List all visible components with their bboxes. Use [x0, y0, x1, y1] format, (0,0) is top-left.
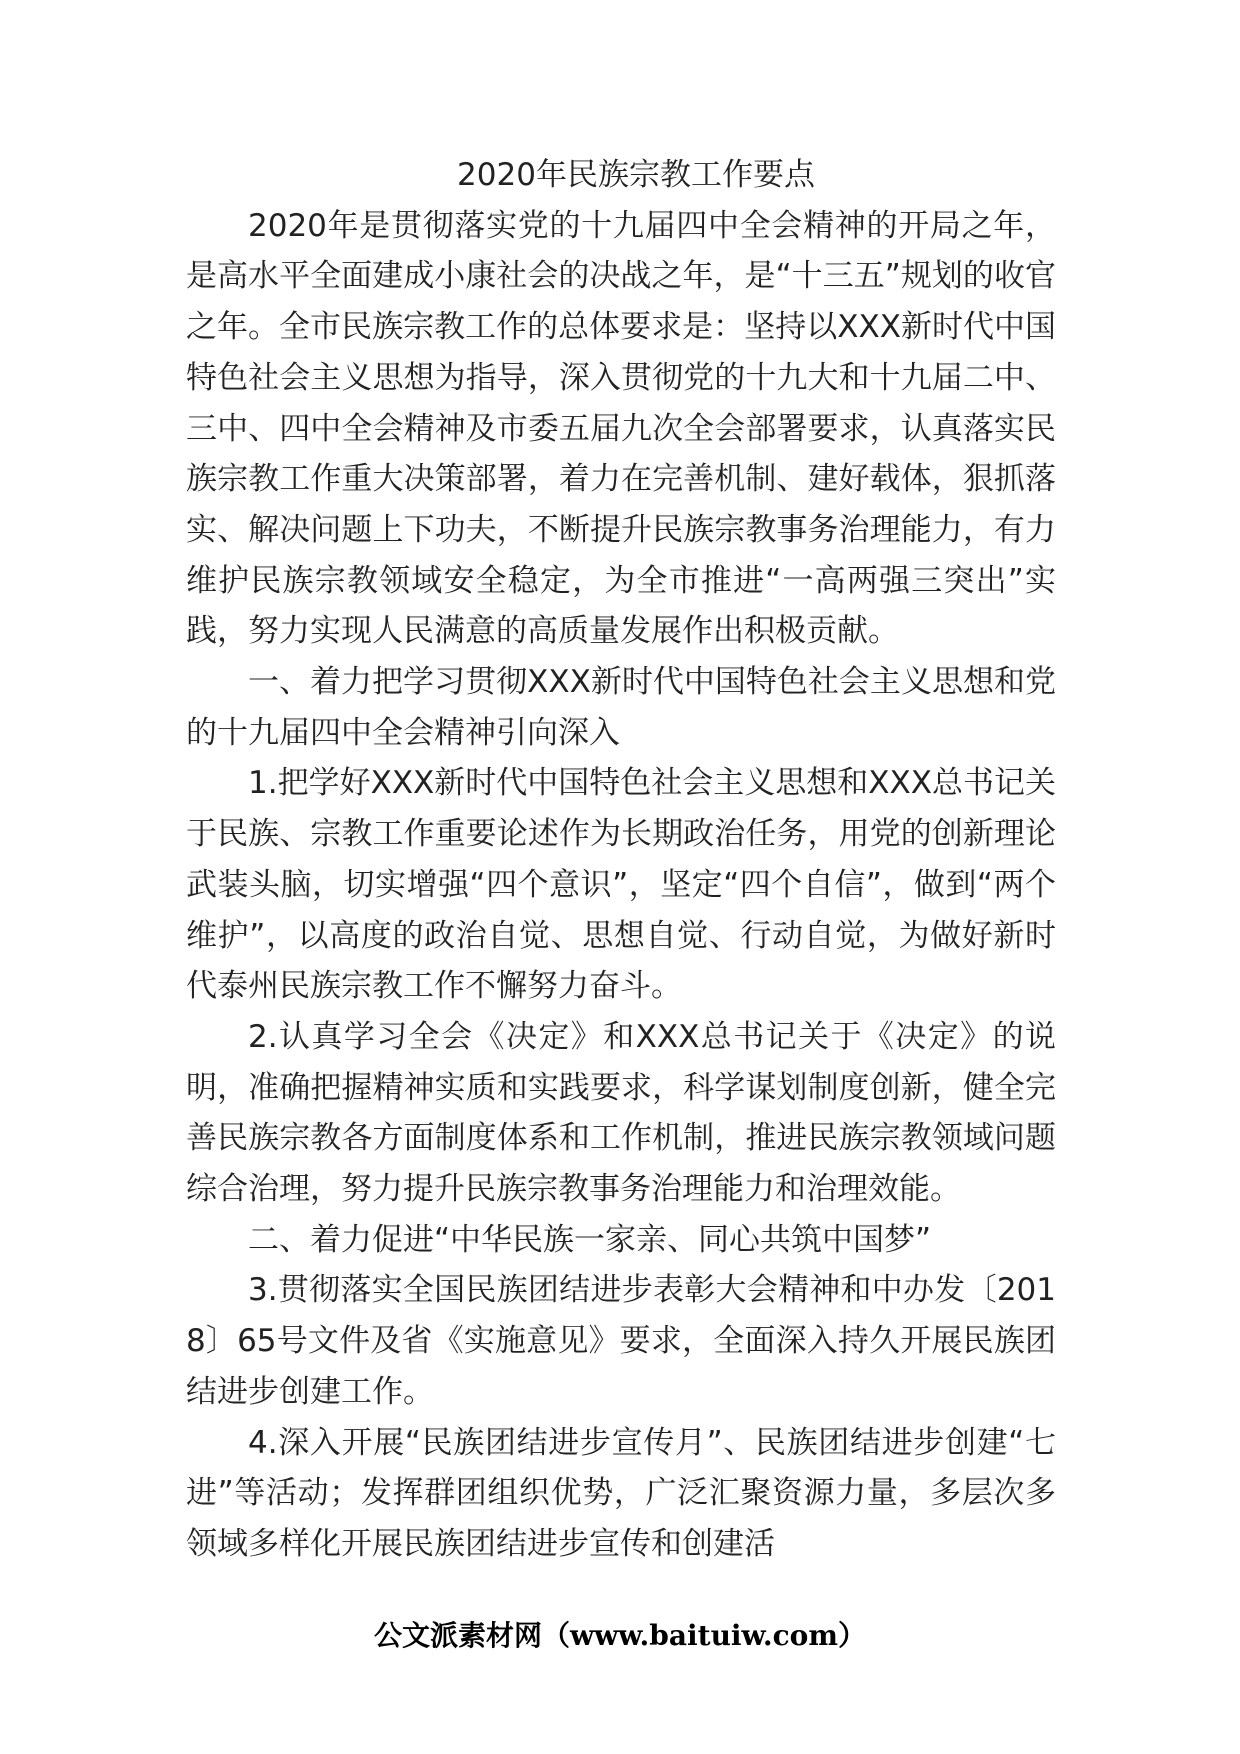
- section-heading-2: 二、着力促进“中华民族一家亲、同心共筑中国梦”: [248, 1221, 932, 1258]
- paragraph-item-1: 1.把学好XXX新时代中国特色社会主义思想和XXX总书记关于民族、宗教工作重要论述作为长期政治任务，用党的创新理论武装头脑，切实增强“四个意识”，坚定“四个自信”，做到“两个维护”，以高度的政治自觉、思想自觉、行动自觉，为做好新时代泰州民族宗教工作不懈努力奋斗。: [186, 765, 1056, 1005]
- document-body: [186, 150, 1056, 1570]
- paragraph-item-4: 4.深入开展“民族团结进步宣传月”、民族团结进步创建“七进”等活动；发挥群团组织优势，广泛汇聚资源力量，多层次多领域多样化开展民族团结进步宣传和创建活: [186, 1424, 1056, 1562]
- section-heading-1: 一、着力把学习贯彻XXX新时代中国特色社会主义思想和党的十九届四中全会精神引向深入: [186, 664, 1056, 751]
- paragraph-item-2: 2.认真学习全会《决定》和XXX总书记关于《决定》的说明，准确把握精神实质和实践要求，科学谋划制度创新，健全完善民族宗教各方面制度体系和工作机制，推进民族宗教领域问题综合治理，努力提升民族宗教事务治理能力和治理效能。: [186, 1018, 1056, 1208]
- paragraph-intro: 2020年是贯彻落实党的十九届四中全会精神的开局之年，是高水平全面建成小康社会的决战之年，是“十三五”规划的收官之年。全市民族宗教工作的总体要求是：坚持以XXX新时代中国特色社会主义思想为指导，深入贯彻党的十九大和十九届二中、三中、四中全会精神及市委五届九次全会部署要求，认真落实民族宗教工作重大决策部署，着力在完善机制、建好载体，狠抓落实、解决问题上下功夫，不断提升民族宗教事务治理能力，有力维护民族宗教领域安全稳定，为全市推进“一高两强三突出”实践，努力实现人民满意的高质量发展作出积极贡献。: [186, 207, 1056, 650]
- footer-watermark: 公文派素材网（www.baituiw.com）: [374, 1619, 866, 1652]
- document-title: 2020年民族宗教工作要点: [457, 157, 815, 193]
- paragraph-item-3: 3.贯彻落实全国民族团结进步表彰大会精神和中办发〔2018〕65号文件及省《实施意见》要求，全面深入持久开展民族团结进步创建工作。: [186, 1272, 1056, 1410]
